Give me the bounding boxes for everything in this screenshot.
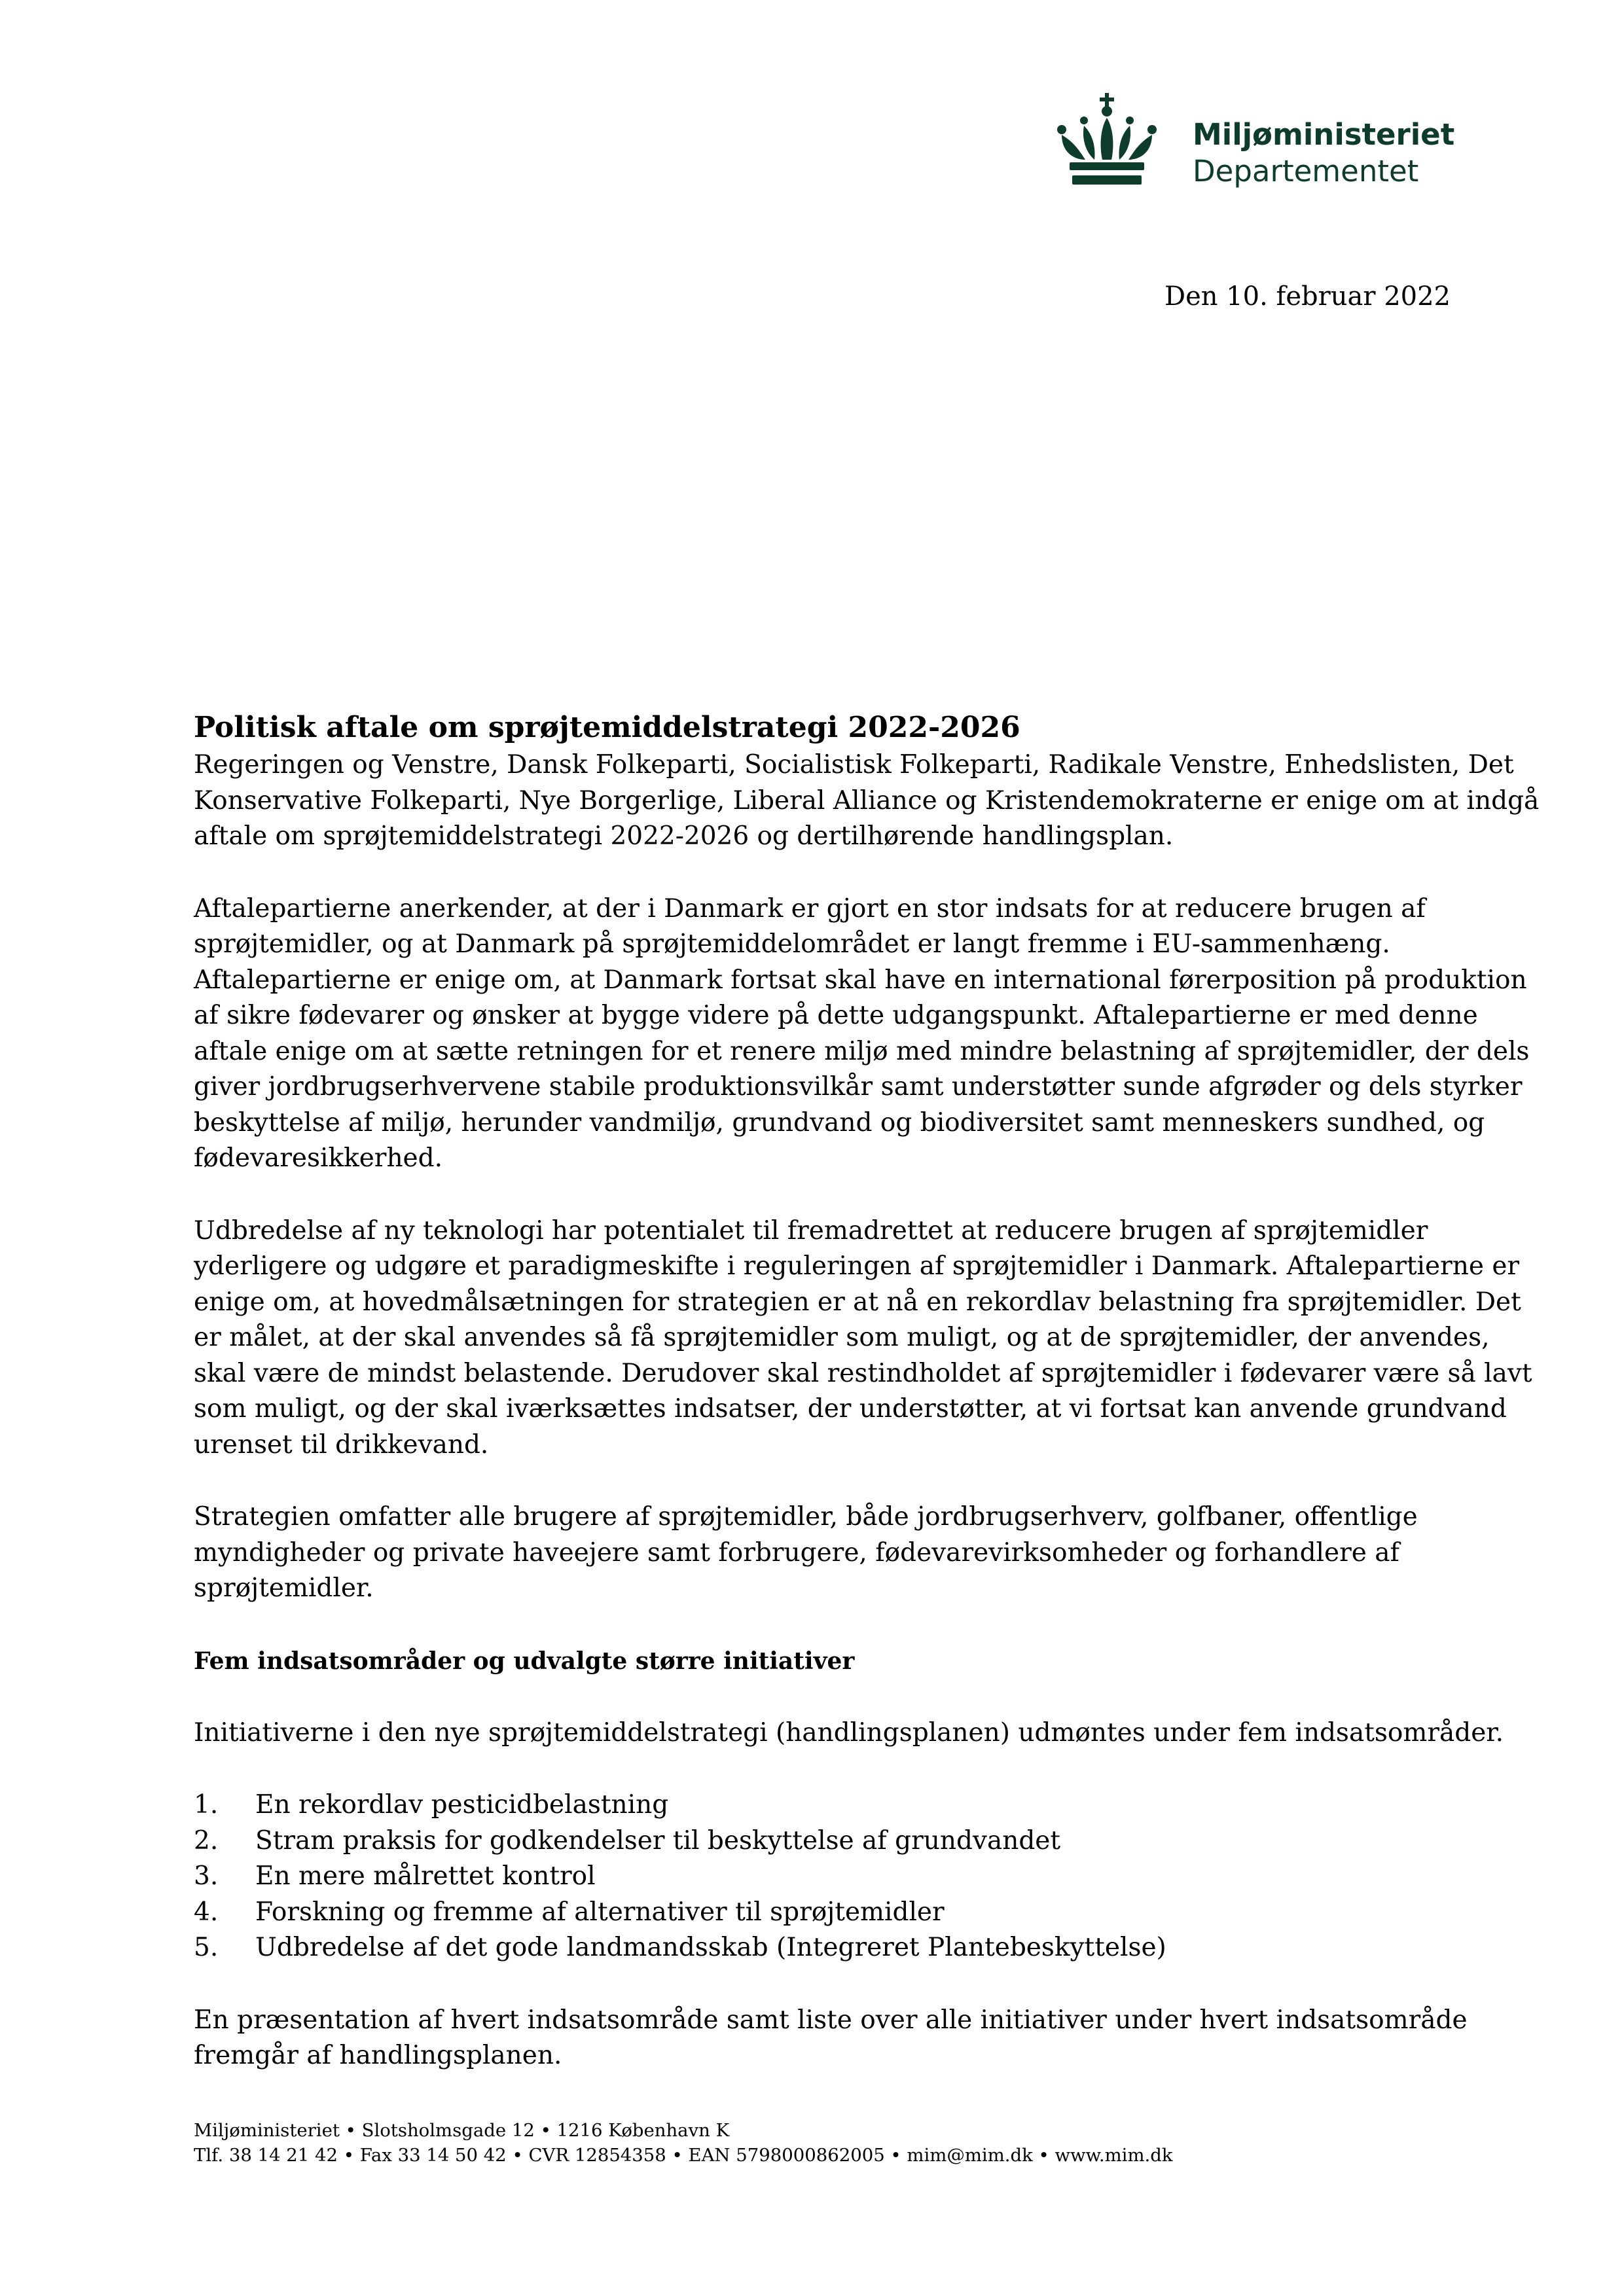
ministry-unit-line2: Departementet <box>1193 154 1419 188</box>
paragraph-2 <box>194 891 1530 1177</box>
paragraph-line: Initiativerne i den nye sprøjtemiddelstrategi (handlingsplanen) udmøntes under fem indsatsområder. <box>194 1717 1504 1748</box>
section-intro <box>194 1715 1504 1751</box>
paragraph-line: aftale enige om at sætte retningen for et renere miljø med mindre belastning af sprøjtemidler, der dels <box>194 1036 1530 1066</box>
document-body <box>194 708 1540 2074</box>
paragraph-line: af sikre fødevarer og ønsker at bygge videre på dette udgangspunkt. Aftalepartierne er med denne <box>194 1001 1478 1030</box>
paragraph-line: yderligere og udgøre et paradigmeskifte i reguleringen af sprøjtemidler i Danmark. Aftalepartierne er <box>194 1251 1520 1281</box>
paragraph-line: som muligt, og der skal iværksættes indsatser, der understøtter, at vi fortsat kan anvende grundvand <box>194 1394 1507 1424</box>
list-item <box>194 1823 1437 1859</box>
list-item-text: Stram praksis for godkendelser til beskyttelse af grundvandet <box>255 1825 1061 1856</box>
paragraph-line: aftale om sprøjtemiddelstrategi 2022-2026 og dertilhørende handlingsplan. <box>194 821 1174 851</box>
ministry-name-line1: Miljøministeriet <box>1193 117 1455 152</box>
paragraph-line: Udbredelse af ny teknologi har potentialet til fremadrettet at reducere brugen af sprøjtemidler <box>194 1215 1428 1246</box>
paragraph-line: Strategien omfatter alle brugere af sprøjtemidler, både jordbrugserhverv, golfbaner, offentlige <box>194 1502 1418 1532</box>
focus-area-list <box>194 1787 1437 1966</box>
paragraph-line: skal være de mindst belastende. Derudover skal restindholdet af sprøjtemidler i fødevarer være så lavt <box>194 1358 1532 1388</box>
list-item <box>194 1859 1437 1895</box>
list-item-text: Forskning og fremme af alternativer til sprøjtemidler <box>255 1897 945 1927</box>
paragraph-line: Konservative Folkeparti, Nye Borgerlige, Liberal Alliance og Kristendemokraterne er enige om at indgå <box>194 785 1540 816</box>
paragraph-line: Regeringen og Venstre, Dansk Folkeparti, Socialistisk Folkeparti, Radikale Venstre, Enhedslisten, Det <box>194 750 1514 780</box>
list-item-text: En rekordlav pesticidbelastning <box>255 1790 669 1820</box>
list-item-text: Udbredelse af det gode landmandsskab (Integreret Plantebeskyttelse) <box>255 1933 1166 1962</box>
paragraph-line: fremgår af handlingsplanen. <box>194 2041 562 2070</box>
paragraph-line: enige om, at hovedmålsætningen for strategien er at nå en rekordlav belastning fra sprøjtemidler. Det <box>194 1287 1521 1317</box>
paragraph-line: urenset til drikkevand. <box>194 1429 489 1460</box>
paragraph-line: myndigheder og private haveejere samt forbrugere, fødevarevirksomheder og forhandlere af <box>194 1537 1399 1568</box>
crown-icon <box>1055 92 1159 187</box>
paragraph-line: Aftalepartierne er enige om, at Danmark fortsat skal have en international førerposition på produktion <box>194 965 1527 995</box>
page-footer <box>194 2118 1173 2168</box>
ministry-logo <box>1055 92 1455 190</box>
list-item <box>194 1787 1437 1823</box>
ministry-name <box>1193 117 1454 190</box>
paragraph-line: beskyttelse af miljø, herunder vandmiljø, grundvand og biodiversitet samt menneskers sundhed, og <box>194 1107 1485 1138</box>
paragraph-line: Aftalepartierne anerkender, at der i Danmark er gjort en stor indsats for at reducere brugen af <box>194 893 1426 924</box>
paragraph-line: sprøjtemidler, og at Danmark på sprøjtemiddelområdet er langt fremme i EU-sammenhæng. <box>194 929 1390 959</box>
section-heading: Fem indsatsområder og udvalgte større initiativer <box>194 1647 855 1675</box>
list-item <box>194 1895 1437 1931</box>
paragraph-line: En præsentation af hvert indsatsområde samt liste over alle initiativer under hvert indsatsområde <box>194 2005 1468 2035</box>
paragraph-line: giver jordbrugserhvervene stabile produktionsvilkår samt understøtter sunde afgrøder og dels styrker <box>194 1072 1523 1102</box>
document-title: Politisk aftale om sprøjtemiddelstrategi 2022-2026 <box>194 711 1020 744</box>
paragraph-4 <box>194 1499 1437 1607</box>
paragraph-3 <box>194 1213 1532 1463</box>
list-item-number: 5. <box>194 1933 219 1962</box>
footer-address: Miljøministeriet • Slotsholmsgade 12 • 1216 København K <box>194 2120 730 2141</box>
list-item-number: 4. <box>194 1897 219 1927</box>
footer-contact: Tlf. 38 14 21 42 • Fax 33 14 50 42 • CVR 12854358 • EAN 5798000862005 • mim@mim.dk • www.mim.dk <box>194 2145 1173 2166</box>
closing-paragraph <box>194 2003 1468 2074</box>
paragraph-line: er målet, at der skal anvendes så få sprøjtemidler som muligt, og at de sprøjtemidler, der anvendes, <box>194 1323 1490 1352</box>
list-item-number: 3. <box>194 1861 219 1891</box>
paragraph-1 <box>194 747 1540 855</box>
list-item-number: 2. <box>194 1825 219 1856</box>
list-item <box>194 1930 1437 1966</box>
list-item-text: En mere målrettet kontrol <box>255 1861 596 1891</box>
paragraph-line: sprøjtemidler. <box>194 1573 374 1603</box>
letter-date: Den 10. februar 2022 <box>1164 281 1451 312</box>
paragraph-line: fødevaresikkerhed. <box>194 1143 443 1173</box>
list-item-number: 1. <box>194 1790 219 1820</box>
